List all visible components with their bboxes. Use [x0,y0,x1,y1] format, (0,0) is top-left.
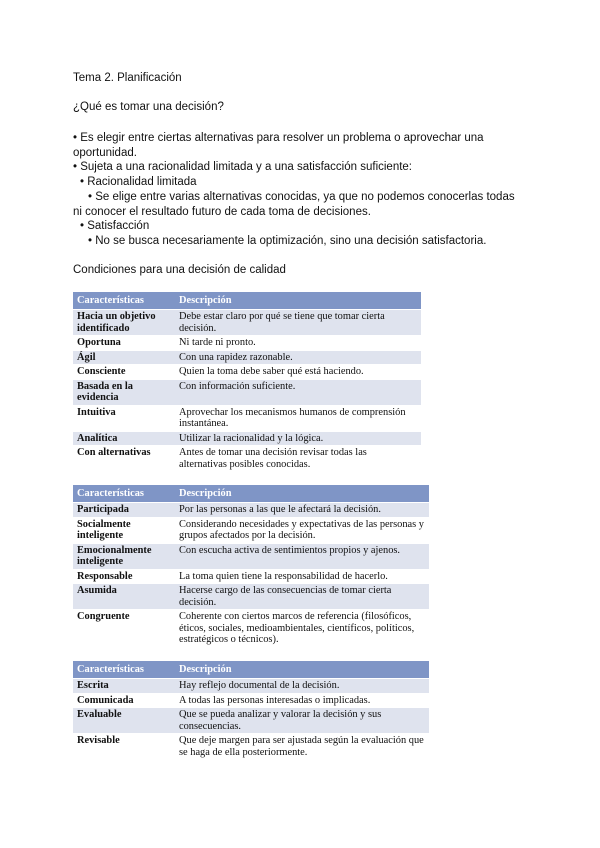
description-cell: Ni tarde ni pronto. [175,336,421,351]
table-row [73,503,429,518]
characteristic-cell: Analítica [73,431,175,446]
description-cell: Que se pueda analizar y valorar la decisión y sus consecuencias. [175,708,429,734]
column-header: Características [73,485,175,503]
characteristic-cell: Comunicada [73,693,175,708]
characteristic-cell: Intuitiva [73,405,175,431]
description-cell: A todas las personas interesadas o implicadas. [175,693,429,708]
table-row [73,569,429,584]
description-cell: Que deje margen para ser ajustada según la evaluación que se haga de ella posteriormente. [175,734,429,760]
table-row [73,405,421,431]
table-row [73,708,429,734]
bullet-definition: • Es elegir entre ciertas alternativas para resolver un problema o aprovechar una oportunidad. [73,132,484,159]
characteristic-cell: Responsable [73,569,175,584]
table-row [73,431,421,446]
characteristic-cell: Hacia un objetivo identificado [73,310,175,336]
conditions-table-2 [73,485,429,648]
table-row [73,610,429,648]
description-cell: Quien la toma debe saber qué está haciendo. [175,365,421,380]
characteristic-cell: Emocionalmente inteligente [73,543,175,569]
table-row [73,379,421,405]
bullet-rationality-detail: • Se elige entre varias alternativas conocidas, ya que no podemos conocerlas todas ni conocer el resultado futuro de cada toma de decisiones. [73,191,515,218]
description-cell: Hacerse cargo de las consecuencias de tomar cierta decisión. [175,584,429,610]
table-row [73,543,429,569]
characteristic-cell: Revisable [73,734,175,760]
conditions-table-1 [73,292,421,472]
bullet-constraints: • Sujeta a una racionalidad limitada y a una satisfacción suficiente: [73,161,413,173]
table-row [73,517,429,543]
characteristic-cell: Participada [73,503,175,518]
table-row [73,350,421,365]
column-header: Descripción [175,292,421,310]
table-row [73,336,421,351]
description-cell: Hay reflejo documental de la decisión. [175,679,429,694]
column-header: Descripción [175,661,429,679]
conditions-table-3 [73,661,429,760]
characteristic-cell: Evaluable [73,708,175,734]
characteristic-cell: Oportuna [73,336,175,351]
section-title: Condiciones para una decisión de calidad [73,264,286,276]
table-row [73,693,429,708]
table-row [73,446,421,472]
table-row [73,365,421,380]
description-cell: Por las personas a las que le afectará la decisión. [175,503,429,518]
question-heading: ¿Qué es tomar una decisión? [73,101,224,113]
bullet-satisfaction-detail: • No se busca necesariamente la optimización, sino una decisión satisfactoria. [88,235,487,247]
description-cell: Debe estar claro por qué se tiene que tomar cierta decisión. [175,310,421,336]
table-row [73,584,429,610]
column-header: Características [73,292,175,310]
description-cell: Considerando necesidades y expectativas de las personas y grupos afectados por la decisión. [175,517,429,543]
characteristic-cell: Socialmente inteligente [73,517,175,543]
characteristic-cell: Congruente [73,610,175,648]
characteristic-cell: Asumida [73,584,175,610]
description-cell: Aprovechar los mecanismos humanos de comprensión instantánea. [175,405,421,431]
column-header: Características [73,661,175,679]
characteristic-cell: Consciente [73,365,175,380]
description-cell: Con escucha activa de sentimientos propios y ajenos. [175,543,429,569]
column-header: Descripción [175,485,429,503]
characteristic-cell: Con alternativas [73,446,175,472]
description-cell: Utilizar la racionalidad y la lógica. [175,431,421,446]
bullet-satisfaction: • Satisfacción [80,220,150,232]
table-row [73,310,421,336]
characteristic-cell: Ágil [73,350,175,365]
page-title: Tema 2. Planificación [73,72,182,84]
description-cell: Antes de tomar una decisión revisar todas las alternativas posibles conocidas. [175,446,421,472]
table-row [73,734,429,760]
description-cell: La toma quien tiene la responsabilidad de hacerlo. [175,569,429,584]
description-cell: Con información suficiente. [175,379,421,405]
table-row [73,679,429,694]
characteristic-cell: Basada en la evidencia [73,379,175,405]
description-cell: Con una rapidez razonable. [175,350,421,365]
description-cell: Coherente con ciertos marcos de referencia (filosóficos, éticos, sociales, medioambientales, científicos, políticos, estratégicos o técnicos). [175,610,429,648]
characteristic-cell: Escrita [73,679,175,694]
bullet-rationality: • Racionalidad limitada [80,176,197,188]
